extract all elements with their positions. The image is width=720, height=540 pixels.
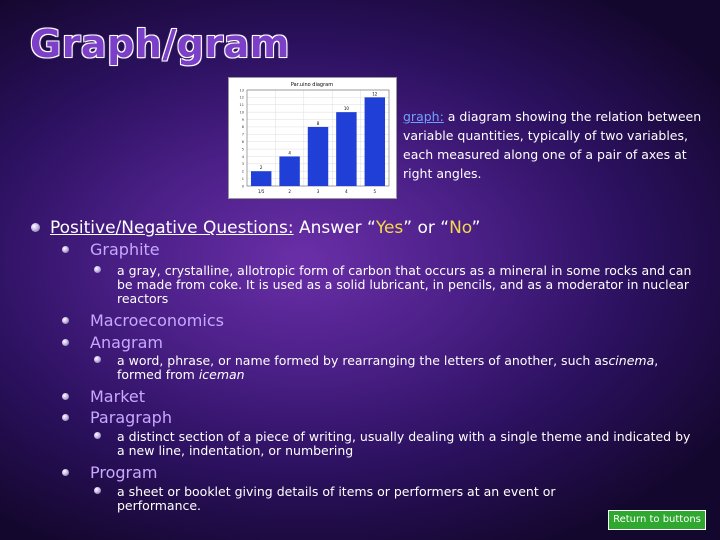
chart-y-tick-label: 10: [239, 110, 244, 115]
graphite-definition: a gray, crystalline, allotropic form of carbon that occurs as a mineral in some rocks and can be made from coke. It is used as a solid lubricant, in pencils, and as a moderator in nuclear reactors: [117, 263, 692, 306]
no-text: No: [449, 218, 472, 238]
anagram-def-text: a word, phrase, or name formed by rearranging the letters of another, such as: [117, 353, 609, 368]
item-program: Program: [90, 463, 158, 482]
return-to-buttons-button[interactable]: Return to buttons: [608, 510, 706, 530]
chart-tick-label: 4: [345, 189, 348, 194]
yes-text: Yes: [375, 218, 404, 238]
chart-y-tick-label: 12: [239, 95, 244, 100]
program-definition: a sheet or booklet giving details of items or performers at an event or performance.: [117, 484, 556, 513]
bullet-icon: [31, 223, 40, 232]
chart-y-tick-label: 4: [241, 154, 244, 159]
item-paragraph: Paragraph: [90, 408, 172, 427]
chart-y-tick-label: 13: [239, 88, 244, 93]
chart-bar: [251, 171, 271, 186]
instruction-mid: ” or “: [403, 218, 450, 238]
chart-y-tick-label: 3: [241, 162, 244, 167]
chart-y-tick-label: 5: [241, 147, 244, 152]
anagram-def-mid: , formed from: [117, 353, 659, 382]
bullet-icon: [62, 339, 69, 346]
chart-y-tick-label: 7: [241, 132, 244, 137]
instruction-text: Answer “: [293, 218, 376, 238]
bullet-icon: [62, 469, 69, 476]
definition-text: a diagram showing the relation between variable quantities, typically of two variables, each measured along one of a pair of axes at right angles.: [403, 109, 702, 181]
chart-data-label: 12: [372, 91, 378, 97]
bullet-icon: [94, 487, 101, 494]
chart-bar: [308, 127, 328, 186]
chart-title: Par.uino diagram: [290, 82, 334, 88]
paragraph-definition: a distinct section of a piece of writing, usually dealing with a single theme and indicated by a new line, indentation, or numbering: [117, 429, 691, 458]
bullet-icon: [62, 414, 69, 421]
graph-definition: [403, 107, 703, 183]
chart-data-label: 8: [316, 120, 320, 126]
chart-y-tick-label: 1: [241, 176, 244, 181]
chart-bar: [365, 97, 385, 186]
chart-y-tick-label: 2: [241, 169, 244, 174]
item-graphite: Graphite: [90, 240, 160, 259]
chart-bar: [279, 156, 299, 186]
anagram-definition: [117, 354, 697, 382]
instruction-end: ”: [471, 218, 481, 238]
bullet-icon: [94, 356, 101, 363]
chart-bar: [336, 112, 356, 186]
chart-tick-label: 2: [288, 189, 291, 194]
chart-y-tick-label: 9: [241, 117, 244, 122]
chart-data-label: 10: [343, 106, 349, 112]
bar-chart-svg: [229, 78, 396, 198]
main-point: [50, 218, 480, 238]
chart-tick-label: 5: [373, 189, 377, 194]
chart-y-tick-label: 8: [241, 125, 244, 130]
chart-y-tick-label: 11: [239, 103, 244, 108]
bullet-icon: [62, 317, 69, 324]
item-macroeconomics: Macroeconomics: [90, 311, 224, 330]
chart-data-label: 2: [259, 165, 263, 171]
item-anagram: Anagram: [90, 333, 164, 352]
chart-tick-label: 3: [316, 189, 320, 194]
chart-y-tick-label: 0: [241, 184, 244, 189]
main-point-label: Positive/Negative Questions:: [50, 218, 294, 238]
chart-y-tick-label: 6: [241, 139, 244, 144]
anagram-example-iceman: iceman: [198, 367, 245, 382]
chart-tick-label: 1/5: [257, 189, 265, 194]
bar-chart: [228, 77, 397, 199]
item-market: Market: [90, 387, 145, 406]
bullet-icon: [62, 246, 69, 253]
bullet-icon: [62, 393, 69, 400]
bullet-icon: [94, 266, 101, 273]
bullet-icon: [94, 432, 101, 439]
slide-title: Graph/gram: [30, 22, 290, 66]
definition-term: graph:: [403, 109, 444, 124]
anagram-example-cinema: cinema: [608, 353, 655, 368]
chart-data-label: 4: [288, 150, 291, 156]
